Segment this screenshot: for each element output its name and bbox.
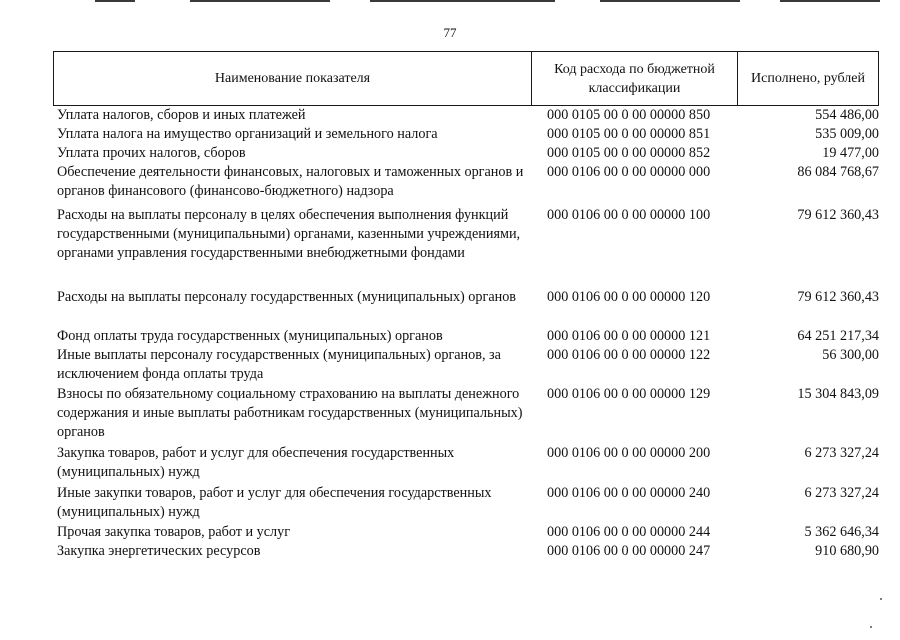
row-name: Закупка энергетических ресурсов <box>57 543 261 559</box>
row-amount: 6 273 327,24 <box>804 445 879 461</box>
scan-speck <box>870 626 872 628</box>
row-name: Иные закупки товаров, работ и услуг для обеспечения государственных (муниципальных) нужд <box>57 485 492 520</box>
row-code: 000 0106 00 0 00 00000 129 <box>547 386 711 402</box>
header-amount: Исполнено, рублей <box>751 71 865 86</box>
scan-edge-mark <box>600 0 740 2</box>
row-name: Уплата прочих налогов, сборов <box>57 145 246 161</box>
header-code: Код расхода по бюджетной классификации <box>532 52 738 105</box>
row-code: 000 0105 00 0 00 00000 850 <box>547 107 711 123</box>
row-amount: 64 251 217,34 <box>797 328 879 344</box>
row-name: Фонд оплаты труда государственных (муниципальных) органов <box>57 328 443 344</box>
row-name: Расходы на выплаты персоналу государственных (муниципальных) органов <box>57 289 516 305</box>
scan-speck <box>880 598 882 600</box>
row-amount: 910 680,90 <box>815 543 879 559</box>
page-number: 77 <box>443 25 457 40</box>
row-amount: 6 273 327,24 <box>804 485 879 501</box>
header-name: Наименование показателя <box>54 52 532 105</box>
row-code: 000 0106 00 0 00 00000 120 <box>547 289 711 305</box>
row-code: 000 0106 00 0 00 00000 122 <box>547 347 711 363</box>
row-name: Уплата налогов, сборов и иных платежей <box>57 107 306 123</box>
row-name: Расходы на выплаты персоналу в целях обеспечения выполнения функций государственными (муниципальными) органами, казенными учреждениями, органами управления государственными внебюджетными фондами <box>57 207 521 261</box>
scan-edge-mark <box>780 0 880 2</box>
row-code: 000 0106 00 0 00 00000 244 <box>547 524 711 540</box>
row-name: Обеспечение деятельности финансовых, налоговых и таможенных органов и органов финансового (финансово-бюджетного) надзора <box>57 164 524 199</box>
row-amount: 56 300,00 <box>822 347 879 363</box>
row-code: 000 0106 00 0 00 00000 100 <box>547 207 711 223</box>
row-amount: 79 612 360,43 <box>797 289 879 305</box>
row-name: Уплата налога на имущество организаций и земельного налога <box>57 126 438 142</box>
row-code: 000 0106 00 0 00 00000 240 <box>547 485 711 501</box>
row-code: 000 0105 00 0 00 00000 851 <box>547 126 711 142</box>
scan-edge-mark <box>95 0 135 2</box>
row-name: Прочая закупка товаров, работ и услуг <box>57 524 291 540</box>
row-amount: 535 009,00 <box>815 126 879 142</box>
row-name: Закупка товаров, работ и услуг для обеспечения государственных (муниципальных) нужд <box>57 445 455 480</box>
row-amount: 19 477,00 <box>822 145 879 161</box>
table-header <box>53 51 879 106</box>
row-amount: 5 362 646,34 <box>804 524 879 540</box>
row-amount: 15 304 843,09 <box>797 386 879 402</box>
row-amount: 86 084 768,67 <box>797 164 879 180</box>
row-code: 000 0105 00 0 00 00000 852 <box>547 145 711 161</box>
row-code: 000 0106 00 0 00 00000 200 <box>547 445 711 461</box>
row-name: Взносы по обязательному социальному страхованию на выплаты денежного содержания и иные выплаты работникам государственных (муниципальных) органов <box>57 386 523 440</box>
row-code: 000 0106 00 0 00 00000 121 <box>547 328 711 344</box>
row-code: 000 0106 00 0 00 00000 247 <box>547 543 711 559</box>
row-code: 000 0106 00 0 00 00000 000 <box>547 164 711 180</box>
row-amount: 79 612 360,43 <box>797 207 879 223</box>
row-amount: 554 486,00 <box>815 107 879 123</box>
row-name: Иные выплаты персоналу государственных (муниципальных) органов, за исключением фонда оплаты труда <box>57 347 501 382</box>
scan-edge-mark <box>370 0 555 2</box>
scan-edge-mark <box>190 0 330 2</box>
